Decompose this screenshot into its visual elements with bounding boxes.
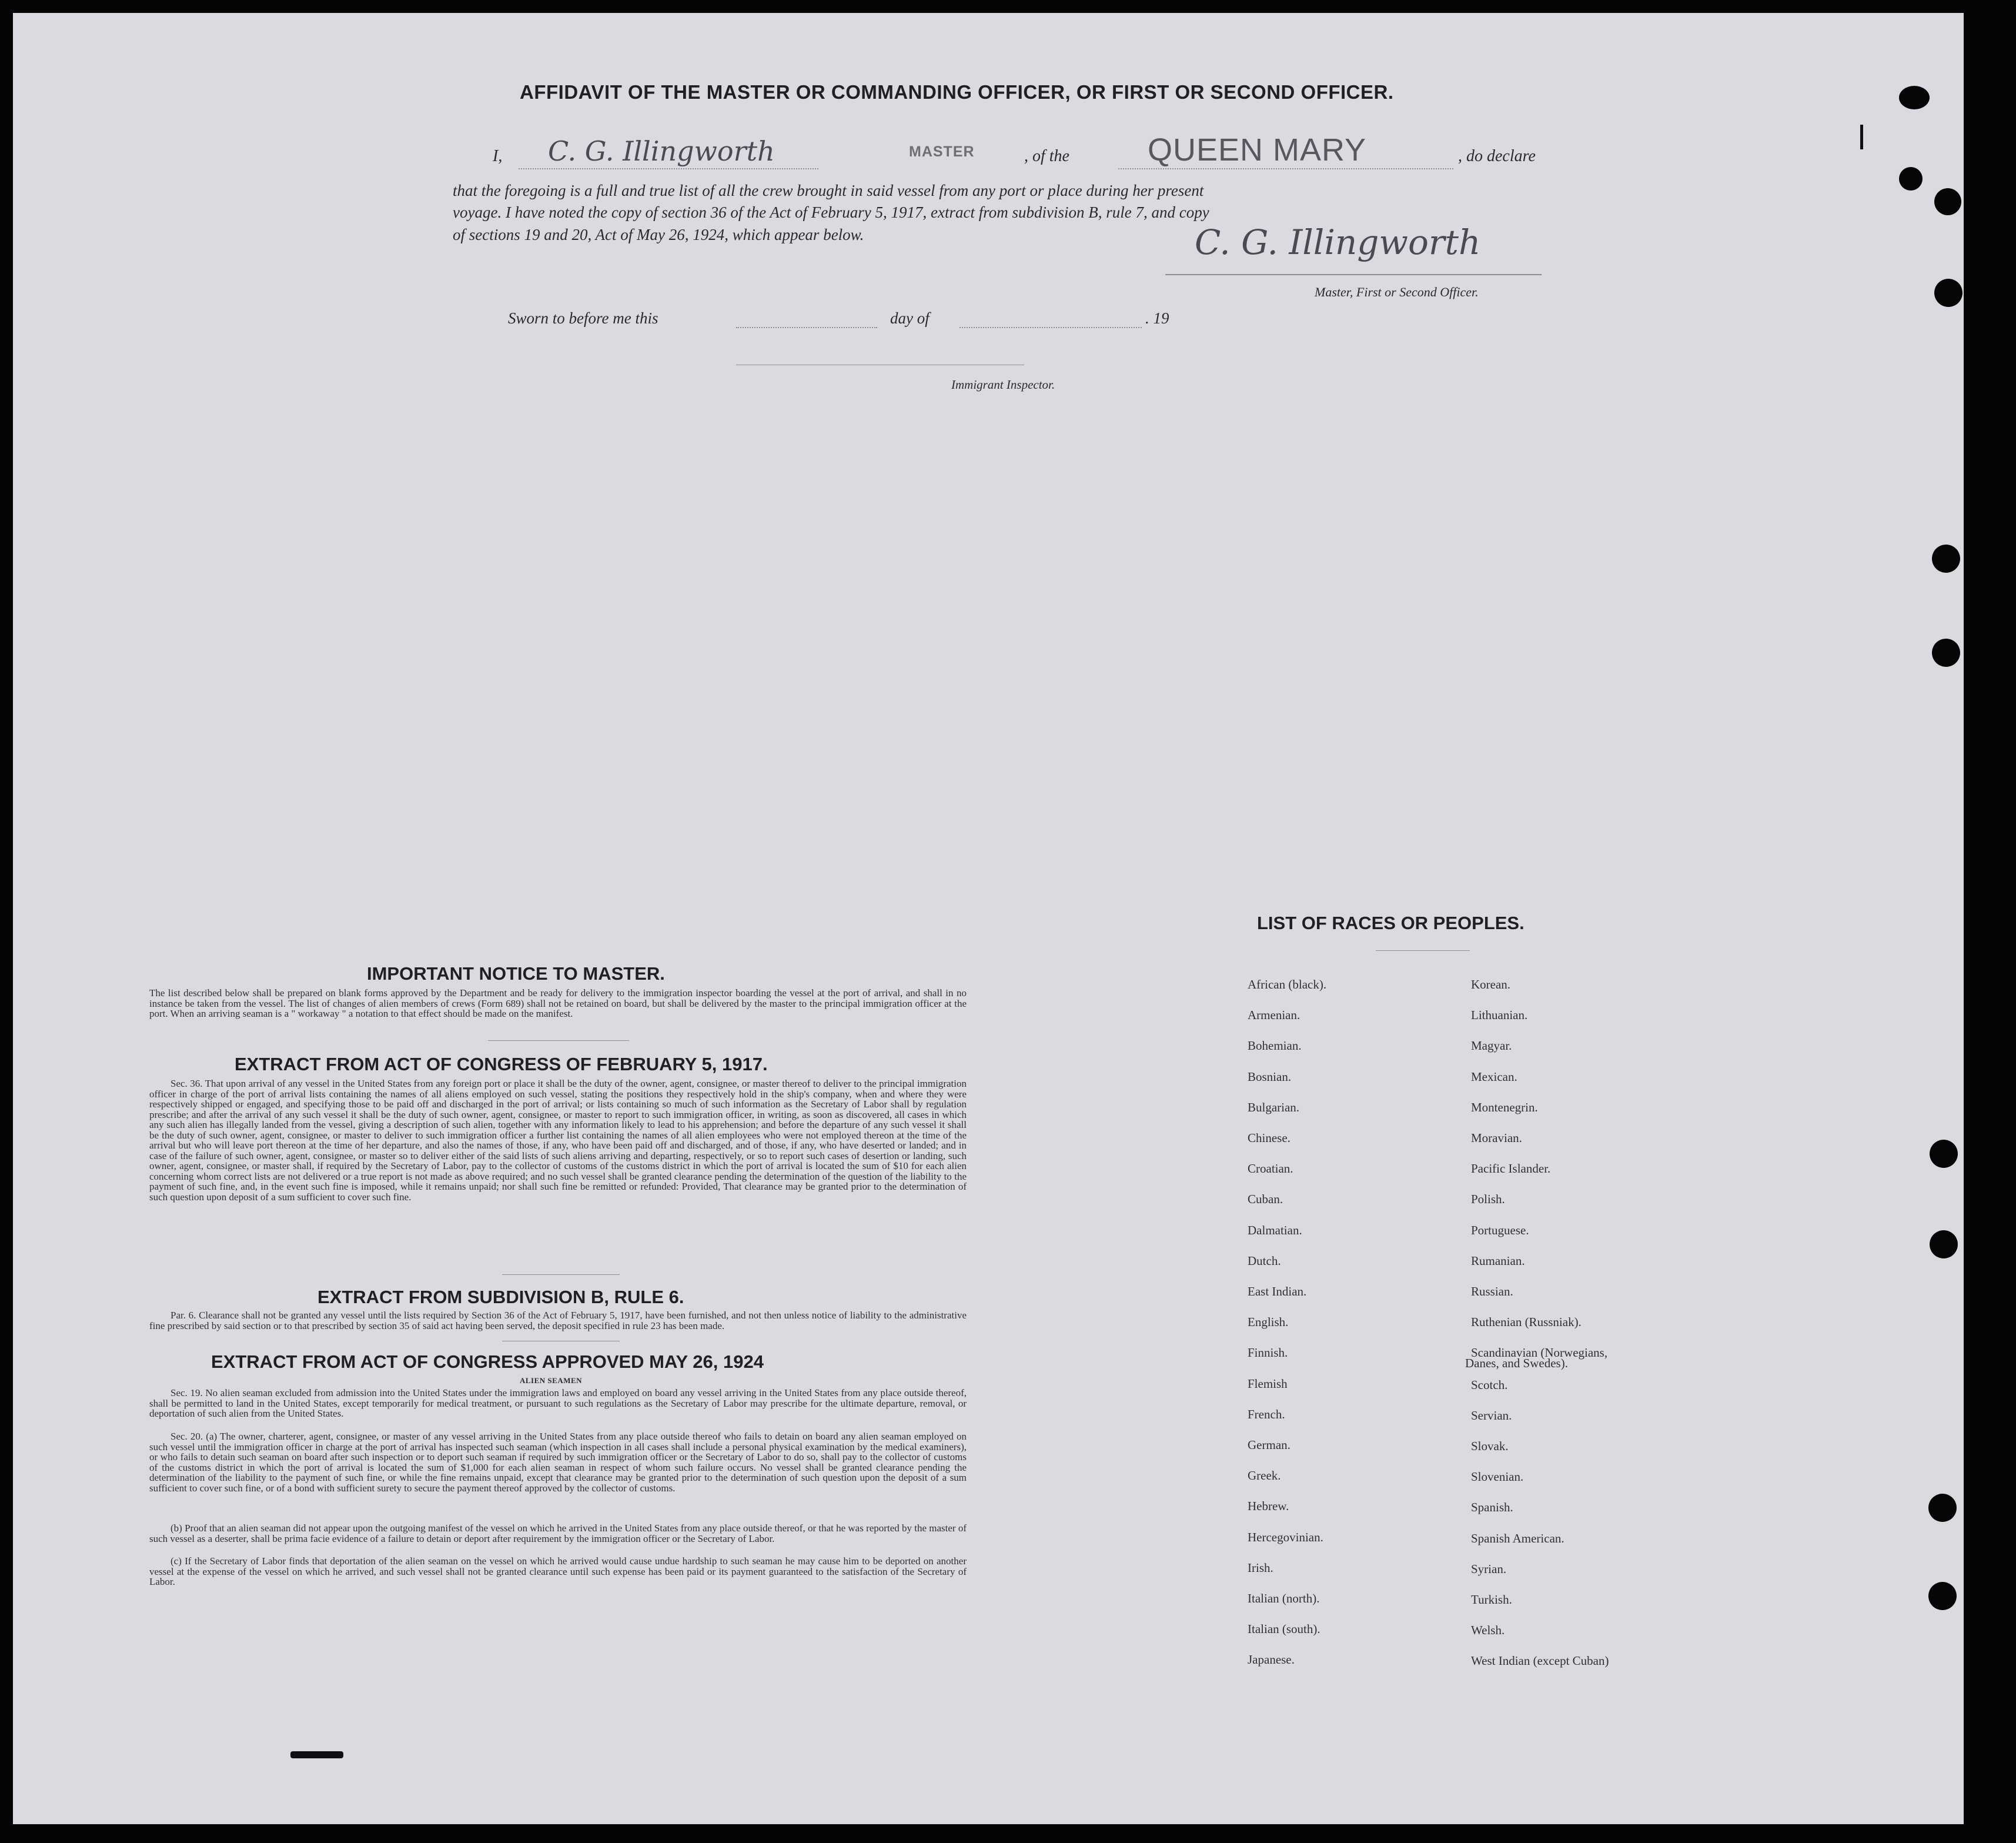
race-item: Polish.	[1471, 1192, 1505, 1207]
race-item: Bohemian.	[1248, 1039, 1302, 1053]
do-declare-text: , do declare	[1458, 147, 1536, 165]
race-item: African (black).	[1248, 977, 1327, 991]
extract-1924-sec19: Sec. 19. No alien seaman excluded from admission into the United States under the immigration laws and employed on board any vessel arriving in the United States from any place outside thereof, shall be permitted to land in the United States, except temporarily for medical treatment, or pursuant to such regulations as the Secretary of Labor may prescribe for the ultimate departure, removal, or deportation of such alien from the United States.	[149, 1387, 967, 1419]
affidavit-title: AFFIDAVIT OF THE MASTER OR COMMANDING OFFICER, OR FIRST OR SECOND OFFICER.	[520, 81, 1394, 103]
race-item: Korean.	[1471, 977, 1511, 991]
race-item: French.	[1248, 1407, 1285, 1421]
extract-1924-sec20b: (b) Proof that an alien seaman did not appear upon the outgoing manifest of the vessel on which he arrived in the United States from any place outside thereof, or that he was reported by the master of such vessel as a deserter, shall be prima facie evidence of a failure to detain or deport after requirement by the immigration officer or the Secretary of Labor.	[149, 1523, 967, 1544]
race-item: Bulgarian.	[1248, 1100, 1300, 1114]
race-item: Croatian.	[1248, 1161, 1293, 1176]
race-item: Italian (south).	[1248, 1622, 1320, 1637]
race-item: Chinese.	[1248, 1131, 1290, 1145]
stray-mark	[1860, 125, 1863, 149]
race-item: Turkish.	[1471, 1592, 1512, 1607]
stray-mark	[290, 1751, 343, 1758]
race-item: Montenegrin.	[1471, 1100, 1538, 1114]
divider	[488, 1040, 629, 1041]
race-item: Hercegovinian.	[1248, 1530, 1323, 1544]
name-field-line	[519, 168, 818, 169]
race-item: Scandinavian (Norwegians,	[1471, 1345, 1608, 1360]
divider	[1376, 950, 1470, 951]
race-item: Flemish	[1248, 1376, 1288, 1391]
sworn-month-line	[959, 327, 1142, 328]
race-item: Italian (north).	[1248, 1591, 1320, 1605]
signature-line	[1165, 274, 1542, 275]
document-sheet	[13, 13, 1964, 1824]
race-item: Pacific Islander.	[1471, 1161, 1551, 1176]
affidavit-line3: voyage. I have noted the copy of section 36 of the Act of February 5, 1917, extract from subdivision B, rule 7, and copy	[453, 203, 1209, 221]
race-item: Cuban.	[1248, 1192, 1283, 1207]
race-item: Finnish.	[1248, 1345, 1288, 1360]
race-item: Magyar.	[1471, 1039, 1512, 1053]
day-of-text: day of	[890, 309, 930, 327]
year-text: . 19	[1145, 309, 1169, 327]
extract-rule6-title: EXTRACT FROM SUBDIVISION B, RULE 6.	[317, 1287, 684, 1307]
notice-title: IMPORTANT NOTICE TO MASTER.	[367, 963, 665, 984]
race-item-continuation: Danes, and Swedes).	[1465, 1356, 1568, 1370]
punch-hole	[1930, 1230, 1958, 1258]
affidavit-line1-prefix: I,	[493, 147, 503, 165]
race-item: Servian.	[1471, 1408, 1512, 1423]
extract-1924-title: EXTRACT FROM ACT OF CONGRESS APPROVED MAY 26, 1924	[211, 1351, 764, 1372]
race-item: Dalmatian.	[1248, 1223, 1302, 1237]
extract-1917-body: Sec. 36. That upon arrival of any vessel in the United States from any foreign port or place it shall be the duty of the owner, agent, consignee, or master thereof to deliver to the principal immigration officer in charge of the port of arrival lists containing the names of all aliens employed on such vessel, stating the positions they respectively hold in the ship's company, when and where they were respectively shipped or engaged, and specifying those to be paid off and discharged in the port of arrival; or lists containing so much of such information as the Secretary of Labor shall by regulation prescribe; and after the arrival of any such vessel it shall be the duty of such owner, agent, consignee, or master to report to such immigration officer, in writing, as soon as discovered, all cases in which any such alien has illegally landed from the vessel, giving a description of such alien, together with any information likely to lead to his apprehension; and before the departure of any such vessel it shall be the duty of such owner, agent, consignee, or master to deliver to such immigration officer a further list containing the names of all alien employees who were not employed thereon at the time of the arrival but who will leave port thereon at the time of her departure, and also the names of those, if any, who have been paid off and discharged, and of those, if any, who have deserted or landed; and in case of the failure of such owner, agent, consignee, or master so to deliver either of the said lists of such aliens arriving and departing, respectively, or so to report such cases of desertion or landing, such owner, agent, consignee, or master shall, if required by the Secretary of Labor, pay to the collector of customs of the customs district in which the port of arrival is located the sum of $10 for each alien concerning whom correct lists are not delivered or a true report is not made as above required; and no such vessel shall be granted clearance pending the determination of the question of the liability to the payment of such fine, and, in the event such fine is imposed, while it remains unpaid; nor shall such fine be remitted or refunded: Provided, That clearance may be granted prior to the determination of such question upon deposit of a sum sufficient to cover such fine.	[149, 1078, 967, 1203]
sworn-day-line	[736, 327, 877, 328]
punch-hole	[1899, 86, 1930, 109]
punch-hole	[1934, 279, 1962, 307]
extract-rule6-body: Par. 6. Clearance shall not be granted any vessel until the lists required by Section 36 of the Act of February 5, 1917, have been furnished, and not then unless notice of liability to the administrative fine prescribed by said section or to that prescribed by section 35 of said act having been served, the deposit specified in rule 23 has been made.	[149, 1310, 967, 1331]
divider	[502, 1274, 620, 1275]
race-item: Irish.	[1248, 1560, 1273, 1575]
signature: C. G. Illingworth	[1195, 222, 1481, 262]
affidavit-line4: of sections 19 and 20, Act of May 26, 1924, which appear below.	[453, 226, 864, 243]
race-item: Japanese.	[1248, 1652, 1295, 1667]
rank-stamp: MASTER	[909, 143, 975, 160]
race-item: English.	[1248, 1315, 1289, 1330]
race-item: Syrian.	[1471, 1561, 1507, 1576]
race-item: Mexican.	[1471, 1069, 1517, 1084]
affidavit-line2: that the foregoing is a full and true list of all the crew brought in said vessel from any port or place during her present	[453, 182, 1204, 199]
races-title: LIST OF RACES OR PEOPLES.	[1257, 913, 1524, 933]
race-item: Armenian.	[1248, 1008, 1300, 1023]
inspector-caption: Immigrant Inspector.	[951, 378, 1055, 392]
punch-hole	[1930, 1140, 1958, 1168]
race-item: Lithuanian.	[1471, 1008, 1528, 1023]
race-item: German.	[1248, 1438, 1290, 1452]
race-item: Greek.	[1248, 1468, 1281, 1483]
officer-name-handwritten: C. G. Illingworth	[548, 135, 775, 167]
race-item: Hebrew.	[1248, 1499, 1289, 1514]
punch-hole	[1932, 639, 1960, 667]
extract-1924-subtitle: ALIEN SEAMEN	[520, 1376, 583, 1385]
race-item: Spanish American.	[1471, 1531, 1564, 1545]
race-item: Slovenian.	[1471, 1470, 1524, 1484]
punch-hole	[1928, 1494, 1957, 1522]
of-the-text: , of the	[1024, 147, 1069, 165]
extract-1924-sec20a: Sec. 20. (a) The owner, charterer, agent, consignee, or master of any vessel arriving in the United States from any place outside thereof who fails to detain on board any alien seaman employed on such vessel until the immigration officer in charge at the port of arrival has inspected such seaman (which inspection in all cases shall include a personal physical examination by the medical examiners), or who fails to detain such seaman on board after such inspection or to deport such seaman if required by such immigration officer or the Secretary of Labor to do so, shall pay to the collector of customs of the customs district in which the port of arrival is located the sum of $1,000 for each alien seaman in respect of whom such failure occurs. No vessel shall be granted clearance pending the determination of the liability to the payment of such fine, or while the fine remains unpaid, except that clearance may be granted prior to the determination of such question upon the deposit of a sum sufficient to cover such fine, or of a bond with sufficient surety to secure the payment thereof approved by the collector of customs.	[149, 1431, 967, 1494]
race-item: West Indian (except Cuban)	[1471, 1654, 1609, 1668]
race-item: Ruthenian (Russniak).	[1471, 1315, 1582, 1330]
race-item: Spanish.	[1471, 1500, 1513, 1515]
extract-1917-title: EXTRACT FROM ACT OF CONGRESS OF FEBRUARY 5, 1917.	[235, 1054, 768, 1074]
race-item: Welsh.	[1471, 1623, 1505, 1638]
race-item: Moravian.	[1471, 1131, 1522, 1145]
sworn-text: Sworn to before me this	[508, 309, 658, 327]
race-item: Slovak.	[1471, 1439, 1509, 1453]
race-item: Dutch.	[1248, 1253, 1281, 1268]
race-item: Rumanian.	[1471, 1253, 1525, 1268]
punch-hole	[1928, 1582, 1957, 1610]
race-item: Russian.	[1471, 1284, 1513, 1298]
punch-hole	[1932, 545, 1960, 573]
race-item: Bosnian.	[1248, 1069, 1292, 1084]
race-item: Scotch.	[1471, 1377, 1508, 1392]
signature-caption: Master, First or Second Officer.	[1315, 285, 1479, 299]
punch-hole	[1899, 167, 1923, 191]
notice-body: The list described below shall be prepared on blank forms approved by the Department and be ready for delivery to the immigration inspector boarding the vessel at the port of arrival, and shall in no instance be taken from the vessel. The list of changes of alien members of crews (Form 689) shall not be retained on board, but shall be delivered by the master to the principal immigration officer at the port. When an arriving seaman is a " workaway " a notation to that effect should be made on the manifest.	[149, 987, 967, 1019]
vessel-name: QUEEN MARY	[1148, 132, 1367, 168]
race-item: East Indian.	[1248, 1284, 1307, 1298]
race-item: Portuguese.	[1471, 1223, 1529, 1237]
punch-hole	[1934, 188, 1961, 215]
vessel-field-line	[1118, 168, 1453, 169]
extract-1924-sec20c: (c) If the Secretary of Labor finds that deportation of the alien seaman on the vessel on which he arrived would cause undue hardship to such seaman he may cause him to be deported on another vessel at the expense of the vessel on which he arrived, and such vessel shall not be granted clearance until such expense has been paid or its payment guaranteed to the satisfaction of the Secretary of Labor.	[149, 1555, 967, 1587]
